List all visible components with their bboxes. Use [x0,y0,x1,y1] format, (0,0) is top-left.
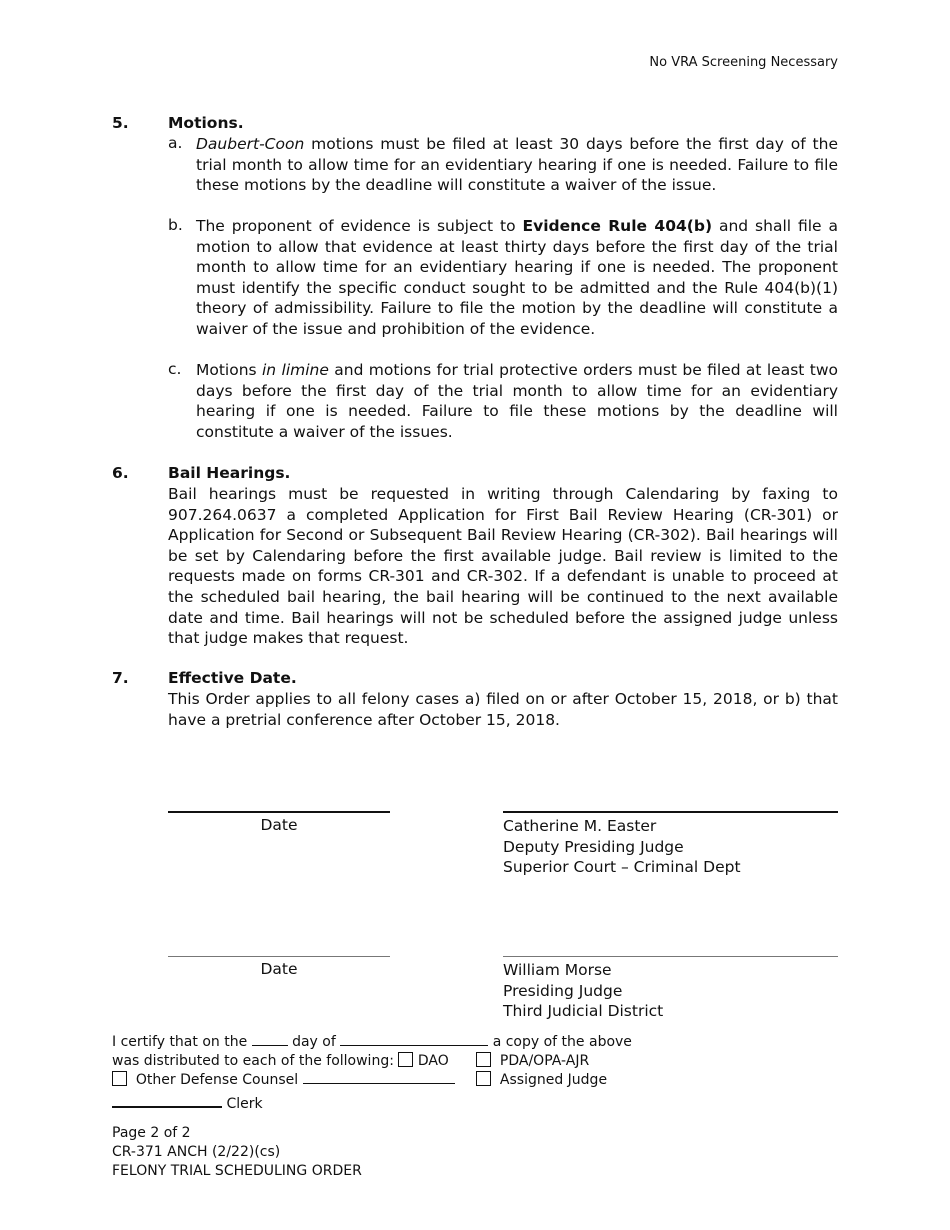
item-5a-body: motions must be filed at least 30 days before the first day of the trial month to allow time for an evidentiary hearing if one is needed. Failure to file these motions by the deadline will constitute a waiver of the issue. [196,135,838,195]
section-5-number: 5. [112,114,129,132]
judge-title-1: Deputy Presiding Judge [503,837,684,856]
section-6-text: Bail hearings must be requested in writing through Calendaring by faxing to 907.264.0637 a completed Application for First Bail Review Hearing (CR-301) or Application for Second or Subsequent Bail Review Hearing (CR-302). Bail hearings will be set by Calendaring before the first available judge. Bail review is limited to the requests made on forms CR-301 and CR-302. If a defendant is unable to proceed at the scheduled bail hearing, the bail hearing will be continued to the next available date and time. Bail hearings will not be scheduled before the assigned judge unless that judge makes that request. [168,485,838,648]
pda-option [476,1052,589,1069]
assigned-judge-checkbox[interactable] [476,1071,491,1086]
dao-label: DAO [417,1053,449,1069]
section-6-number: 6. [112,464,129,482]
signature-block-1 [503,816,741,878]
section-7-number: 7. [112,669,129,687]
date-signature-line-1 [168,811,390,813]
judge-title-2: Presiding Judge [503,981,623,1000]
clerk-label: Clerk [226,1096,263,1112]
judge-name-1: Catherine M. Easter [503,817,657,835]
section-7-text: This Order applies to all felony cases a) filed on or after October 15, 2018, or b) that have a pretrial conference after October 15, 2018. [168,690,838,729]
day-blank[interactable] [252,1033,288,1046]
pda-checkbox[interactable] [476,1052,491,1067]
page-number: Page 2 of 2 [112,1125,191,1141]
assigned-judge-option [476,1071,607,1088]
other-counsel-option [112,1071,455,1088]
pda-label: PDA/OPA-AJR [499,1053,590,1069]
daubert-coon-term: Daubert-Coon [196,135,305,153]
item-5b-text [196,216,838,340]
cert-text-a: I certify that on the [112,1034,248,1050]
section-6-title: Bail Hearings. [168,464,291,482]
item-5c-pre: Motions [196,361,262,379]
judge-dept-1: Superior Court – Criminal Dept [503,858,741,877]
other-counsel-checkbox[interactable] [112,1071,127,1086]
item-5b-pre: The proponent of evidence is subject to [196,217,523,235]
date-signature-line-2 [168,956,390,957]
cert-distributed-text: was distributed to each of the following: [112,1053,394,1069]
certificate-line-1 [112,1033,632,1050]
section-5-title: Motions. [168,114,244,132]
item-5b-post: and shall file a motion to allow that evidence at least thirty days before the first day of the trial month to allow time for an evidentiary hearing if one is needed. The proponent must identify the specific conduct sought to be admitted and the Rule 404(b)(1) theory of admissibility. Failure to file the motion by the deadline will constitute a waiver of the issue and prohibition of the evidence. [196,217,839,338]
item-5a-letter: a. [168,134,183,152]
item-5c-post: and motions for trial protective orders must be filed at least two days before the first day of the trial month to allow time for an evidentiary hearing if one is needed. Failure to file these motions by the deadline will constitute a waiver of the issues. [196,361,838,441]
month-blank[interactable] [340,1033,488,1046]
other-counsel-blank[interactable] [303,1071,455,1084]
dao-checkbox[interactable] [398,1052,413,1067]
signature-block-2 [503,960,663,1022]
date-label-2: Date [260,960,298,978]
judge-dept-2: Third Judicial District [503,1002,664,1021]
assigned-judge-label: Assigned Judge [499,1072,608,1088]
evidence-rule-term: Evidence Rule 404(b) [522,217,713,235]
cert-text-c: a copy of the above [492,1034,632,1050]
page-footer [112,1124,362,1181]
judge-signature-line-2 [503,956,838,957]
section-7-title: Effective Date. [168,669,297,687]
judge-signature-line-1 [503,811,838,813]
clerk-line [112,1094,263,1112]
form-title: FELONY TRIAL SCHEDULING ORDER [112,1163,362,1179]
item-5a-text [196,134,838,196]
screening-note: No VRA Screening Necessary [649,55,838,70]
clerk-signature-blank[interactable] [112,1094,222,1108]
item-5c-letter: c. [168,360,182,378]
in-limine-term: in limine [262,361,329,379]
form-number: CR-371 ANCH (2/22)(cs) [112,1144,281,1160]
cert-text-b: day of [292,1034,336,1050]
other-counsel-label: Other Defense Counsel [135,1072,299,1088]
judge-name-2: William Morse [503,961,612,979]
item-5c-text [196,360,838,442]
certificate-line-2 [112,1052,449,1069]
item-5b-letter: b. [168,216,183,234]
date-label-1: Date [260,816,298,834]
